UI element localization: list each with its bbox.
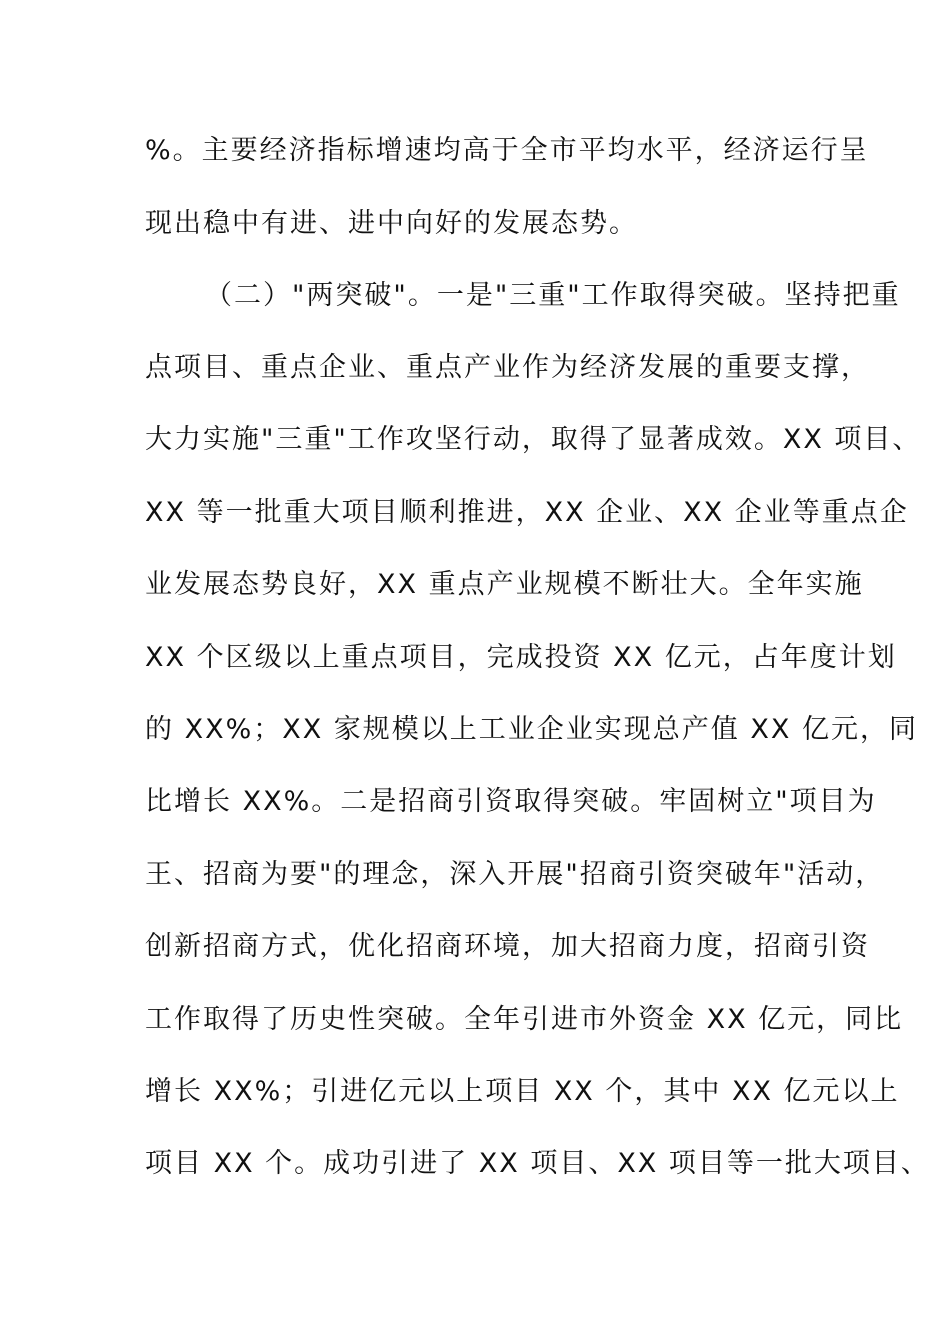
text-line: 大力实施"三重"工作攻坚行动，取得了显著成效。XX 项目、	[145, 424, 922, 455]
text-line: XX 等一批重大项目顺利推进，XX 企业、XX 企业等重点企	[145, 497, 909, 528]
text-line: 增长 XX%；引进亿元以上项目 XX 个，其中 XX 亿元以上	[145, 1076, 900, 1107]
text-line: XX 个区级以上重点项目，完成投资 XX 亿元，占年度计划	[145, 642, 897, 673]
text-line: 的 XX%；XX 家规模以上工业企业实现总产值 XX 亿元，同	[145, 714, 918, 745]
text-line: 工作取得了历史性突破。全年引进市外资金 XX 亿元，同比	[145, 1004, 904, 1035]
text-line: 业发展态势良好，XX 重点产业规模不断壮大。全年实施	[145, 569, 864, 600]
text-line: 王、招商为要"的理念，深入开展"招商引资突破年"活动，	[145, 859, 885, 890]
text-line: %。主要经济指标增速均高于全市平均水平，经济运行呈	[145, 135, 869, 166]
text-line: 项目 XX 个。成功引进了 XX 项目、XX 项目等一批大项目、	[145, 1148, 930, 1179]
text-line: 比增长 XX%。二是招商引资取得突破。牢固树立"项目为	[145, 786, 877, 817]
section-heading-line: （二）"两突破"。一是"三重"工作取得突破。坚持把重	[205, 280, 901, 311]
text-line: 现出稳中有进、进中向好的发展态势。	[145, 208, 638, 239]
text-line: 创新招商方式，优化招商环境，加大招商力度，招商引资	[145, 931, 870, 962]
text-line: 点项目、重点企业、重点产业作为经济发展的重要支撑，	[145, 352, 870, 383]
